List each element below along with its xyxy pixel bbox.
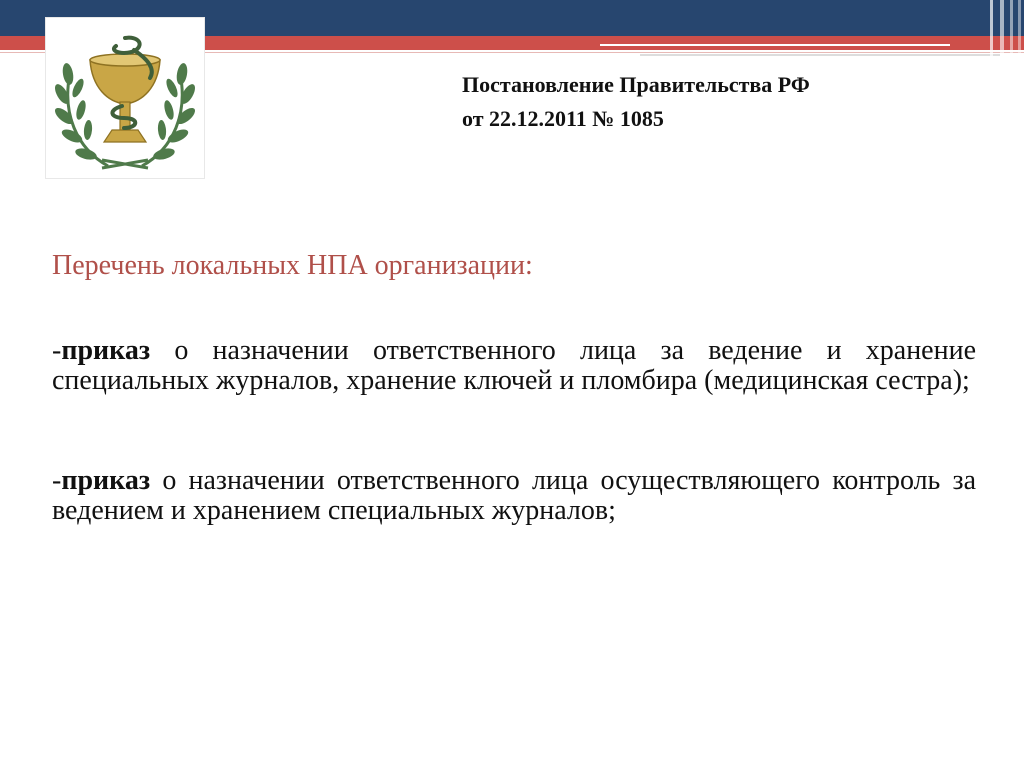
list-item [52,466,976,526]
document-reference [462,68,982,136]
bowl-of-hygieia-icon [46,18,204,178]
list-text: о назначении ответственного лица осуществляющего контроль за ведением и хранением специальных журналов; [52,465,976,526]
section-heading: Перечень локальных НПА организации: [52,250,533,281]
header-line-2: от 22.12.2011 № 1085 [462,106,664,131]
header-line-1: Постановление Правительства РФ [462,72,810,97]
list-dash: - [52,335,62,366]
logo [46,18,204,178]
list-dash: - [52,465,62,496]
list-keyword: приказ [61,465,151,496]
list-text: о назначении ответственного лица за ведение и хранение специальных журналов, хранение ключей и пломбира (медицинская сестра); [52,335,976,396]
list-item [52,336,976,396]
list-keyword: приказ [61,335,151,366]
